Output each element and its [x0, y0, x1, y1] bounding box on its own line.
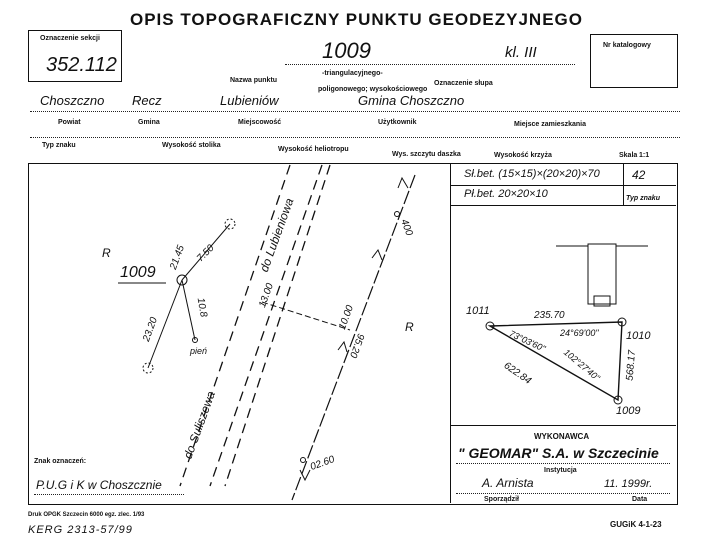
survey-arrow-1: [398, 178, 408, 188]
pole-label: Oznaczenie słupa: [434, 80, 493, 87]
dist-label-2: 7.50: [194, 242, 217, 265]
triangle-label-p2: 1010: [626, 330, 651, 342]
powiat-value: Choszczno: [40, 93, 105, 108]
marker-type-number: 42: [632, 168, 646, 182]
region-left: R: [102, 246, 111, 260]
triangle-dist-1: 235.70: [534, 310, 565, 321]
scale-value: 1:1: [639, 152, 650, 159]
survey-arrow-2: [372, 250, 382, 260]
storage-line: [34, 494, 184, 495]
region-right: R: [405, 320, 414, 334]
survey-arrow-3: [338, 342, 347, 352]
form-code: GUGiK 4-1-23: [610, 520, 662, 529]
km-point-2: [301, 458, 306, 463]
km-label-3: 95.20: [347, 331, 366, 360]
miejscowosc-value: Lubieniów: [220, 93, 279, 108]
powiat-label: Powiat: [58, 119, 81, 126]
type-label: Typ znaku: [42, 142, 76, 149]
marker-line2: Pł.bet. 20×20×10: [464, 188, 548, 200]
triangle-label-p3: 1009: [616, 405, 641, 417]
uzytkownik-value: Gmina Choszczno: [358, 93, 465, 108]
triangle-label-p1: 1011: [466, 305, 490, 317]
road-label-1: do Lubieniowa: [256, 196, 297, 274]
map-point-label: 1009: [120, 264, 156, 281]
marker-line1: Sł.bet. (15×15)×(20×20)×70: [464, 168, 600, 180]
point-class: kl. III: [505, 44, 537, 61]
point-name-label: Nazwa punktu: [230, 77, 278, 84]
gmina-label: Gmina: [138, 119, 160, 126]
section-label: Oznaczenie sekcji: [40, 35, 100, 42]
contractor-name: " GEOMAR" S.A. w Szczecinie: [458, 445, 659, 461]
scale-label: Skala: [619, 152, 638, 159]
date-label: Data: [632, 496, 648, 503]
tree-label: pień: [190, 346, 208, 356]
dist-label-3: 23.20: [141, 315, 160, 344]
author-label: Sporządził: [484, 496, 520, 503]
author-line: [456, 493, 670, 494]
marker-type-label2: Typ znaku: [626, 195, 660, 202]
heliotrope-label: Wysokość heliotropu: [278, 146, 349, 153]
types-line1: -triangulacyjnego-: [322, 70, 383, 77]
km-label-1: 400: [398, 217, 415, 238]
author-name: A. Arnista: [482, 476, 534, 490]
triangle-dist-2: 568.17: [624, 349, 639, 382]
storage-value: P.U.G i K w Choszcznie: [36, 478, 162, 492]
contractor-line: [456, 463, 670, 464]
print-info: Druk OPGK Szczecin 6000 egz. zlec. 1/93: [28, 512, 145, 518]
section-value: 352.112: [46, 54, 117, 76]
form-title: OPIS TOPOGRAFICZNY PUNKTU GEODEZYJNEGO: [130, 10, 583, 29]
km-point-1: [395, 212, 400, 217]
miejsce-label: Miejsce zamieszkania: [514, 121, 586, 128]
road-line-1: [210, 165, 322, 486]
survey-arrow-4: [300, 470, 310, 480]
km-label-2: 10.00: [337, 303, 356, 332]
storage-label: Znak oznaczeń:: [34, 458, 87, 465]
uzytkownik-label: Użytkownik: [378, 119, 417, 126]
catalog-label: Nr katalogowy: [603, 42, 651, 49]
contractor-header: WYKONAWCA: [534, 432, 590, 441]
road-distance: 13.00: [257, 281, 276, 310]
code-value: KERG 2313-57/99: [28, 524, 133, 536]
miejscowosc-label: Miejscowość: [238, 119, 282, 126]
pillar-body: [588, 244, 616, 304]
types-line2: poligonowego; wysokościowego: [318, 86, 428, 93]
dist-label-1: 21.45: [168, 243, 187, 272]
cross-label: Wysokość krzyża: [494, 152, 552, 159]
point-number: 1009: [322, 38, 371, 63]
km-label-4: 02.60: [308, 454, 337, 473]
dist-label-4: 10.8: [194, 296, 209, 319]
triangle-angle-2: 24°69'00": [560, 328, 599, 338]
institution-label: Instytucja: [544, 467, 577, 474]
triangle-angle-3: 102°27'40": [561, 347, 602, 383]
author-date: 11. 1999r.: [604, 478, 653, 490]
table-height-label: Wysokość stolika: [162, 142, 221, 149]
board-label: Wys. szczytu daszka: [392, 151, 461, 158]
triangle-angle-1: 73°03'60": [507, 328, 547, 354]
road-label-2: do Suliszewa: [180, 389, 219, 461]
tie-line-3: [182, 280, 195, 340]
triangle-dist-3: 622.84: [501, 360, 533, 387]
gmina-value: Recz: [132, 93, 162, 108]
